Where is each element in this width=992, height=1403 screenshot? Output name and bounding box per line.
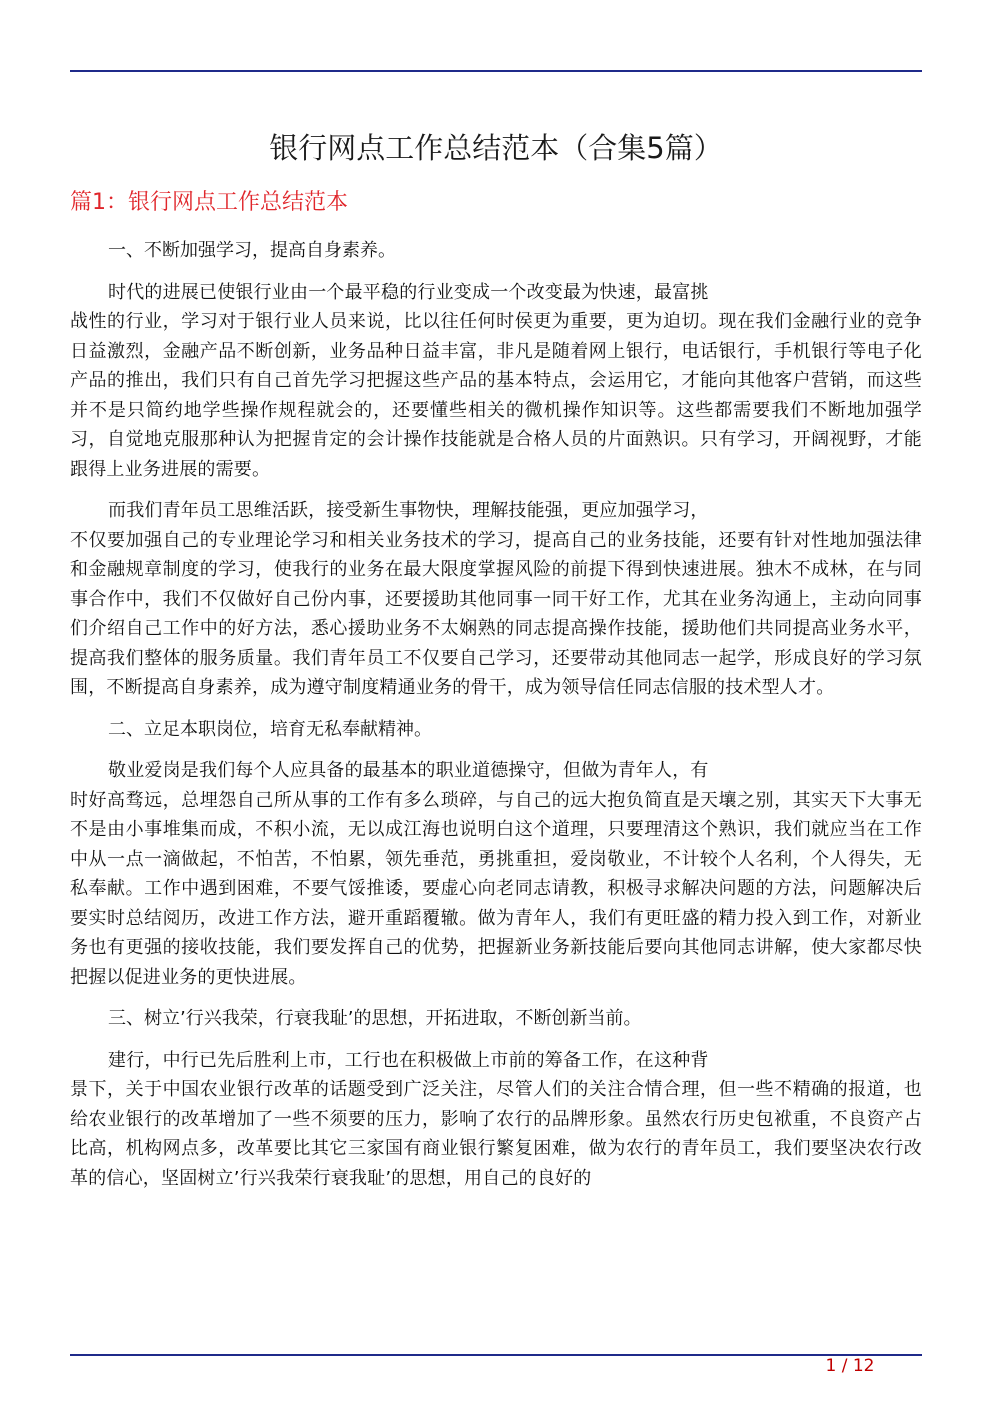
heading-3: 三、树立’行兴我荣，行衰我耻’的思想，开拓进取，不断创新当前。 — [108, 1008, 642, 1029]
footer-rule — [70, 1354, 922, 1356]
paragraph-first-line: 敬业爱岗是我们每个人应具备的最基本的职业道德操守，但做为青年人，有 — [108, 760, 709, 781]
document-title: 银行网点工作总结范本（合集5篇） — [269, 131, 723, 165]
heading-1: 一、不断加强学习，提高自身素养。 — [108, 240, 396, 261]
paragraph-3 — [70, 756, 922, 992]
paragraph-text: 战性的行业，学习对于银行业人员来说，比以往任何时侯更为重要，更为迫切。现在我们金融行业的竞争日益激烈，金融产品不断创新，业务品种日益丰富，非凡是随着网上银行，电话银行，手机银行等电子化产品的推出，我们只有自己首先学习把握这些产品的基本特点，会运用它，才能向其他客户营销，而这些并不是只简约地学些操作规程就会的，还要懂些相关的微机操作知识等。这些都需要我们不断地加强学习，自觉地克服那种认为把握肯定的会计操作技能就是合格人员的片面熟识。只有学习，开阔视野，才能跟得上业务进展的需要。 — [70, 311, 922, 480]
paragraph-first-line: 时代的进展已使银行业由一个最平稳的行业变成一个改变最为快速，最富挑 — [108, 281, 709, 303]
paragraph-text: 不仅要加强自己的专业理论学习和相关业务技术的学习，提高自己的业务技能，还要有针对性地加强法律和金融规章制度的学习，使我行的业务在最大限度掌握风险的前提下得到快速进展。独木不成林，在与同事合作中，我们不仅做好自己份内事，还要援助其他同事一同干好工作，尤其在业务沟通上，主动向同事们介绍自己工作中的好方法，悉心援助业务不太娴熟的同志提高操作技能，援助他们共同提高业务水平，提高我们整体的服务质量。我们青年员工不仅要自己学习，还要带动其他同志一起学，形成良好的学习氛围，不断提高自身素养，成为遵守制度精通业务的骨干，成为领导信任同志信服的技术型人才。 — [70, 529, 922, 698]
heading-2: 二、立足本职岗位，培育无私奉献精神。 — [108, 718, 432, 740]
paragraph-text: 时好高骛远，总埋怨自己所从事的工作有多么琐碎，与自己的远大抱负简直是天壤之别，其实天下大事无不是由小事堆集而成，不积小流，无以成江海也说明白这个道理，只要理清这个熟识，我们就应当在工作中从一点一滴做起，不怕苦，不怕累，领先垂范，勇挑重担，爱岗敬业，不计较个人名利，个人得失，无私奉献。工作中遇到困难，不要气馁推诿，要虚心向老同志请教，积极寻求解决问题的方法，问题解决后要实时总结阅历，改进工作方法，避开重蹈覆辙。做为青年人，我们有更旺盛的精力投入到工作，对新业务也有更强的接收技能，我们要发挥自己的优势，把握新业务新技能后要向其他同志讲解，使大家都尽快把握以促进业务的更快进展。 — [70, 789, 922, 988]
paragraph-first-line: 建行，中行已先后胜利上市，工行也在积极做上市前的筹备工作，在这种背 — [108, 1049, 709, 1071]
paragraph-4 — [70, 1046, 922, 1194]
document-body — [70, 236, 922, 1205]
paragraph-2 — [70, 496, 922, 703]
paragraph-text: 景下，关于中国农业银行改革的话题受到广泛关注，尽管人们的关注合情合理，但一些不精确的报道，也给农业银行的改革增加了一些不须要的压力，影响了农行的品牌形象。虽然农行历史包袱重，不良资产占比高，机构网点多，改革要比其它三家国有商业银行繁复困难，做为农行的青年员工，我们要坚决农行改革的信心，坚固树立’行兴我荣行衰我耻’的思想，用自己的良好的 — [70, 1079, 922, 1189]
paragraph-1 — [70, 278, 922, 485]
page-number: 1 / 12 — [825, 1356, 875, 1376]
section-title: 篇1：银行网点工作总结范本 — [70, 190, 348, 215]
paragraph-first-line: 而我们青年员工思维活跃，接受新生事物快，理解技能强，更应加强学习， — [108, 500, 709, 521]
header-rule — [70, 70, 922, 72]
